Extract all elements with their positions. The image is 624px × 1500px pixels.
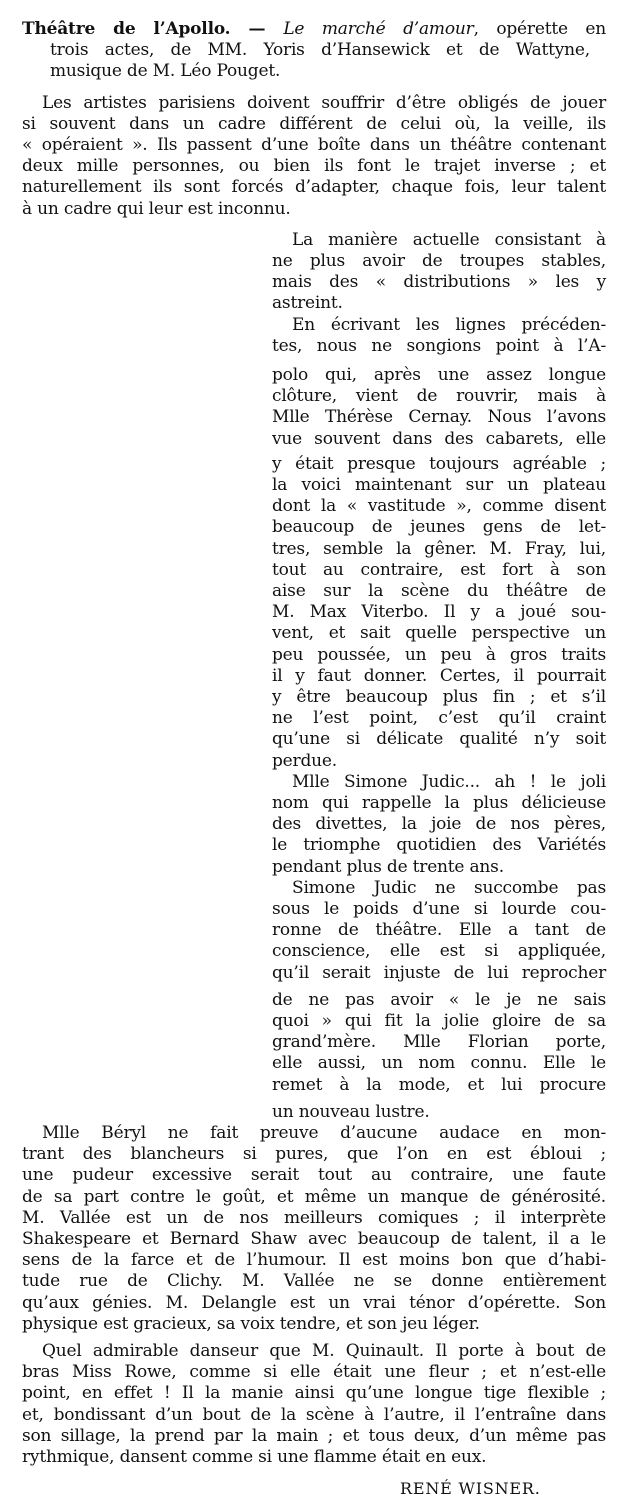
column-line: beaucoup de jeunes gens de let- <box>272 517 606 538</box>
paragraph-line: naturellement ils sont forcés d’adapter, chaque fois, leur talent <box>22 177 606 198</box>
column-line: Mlle Simone Judic... ah ! le joli <box>292 771 606 792</box>
column-line: vue souvent dans des cabarets, elle <box>272 428 606 449</box>
column-line: tres, semble la gêner. M. Fray, lui, <box>272 538 606 559</box>
column-line: perdue. <box>272 750 337 771</box>
paragraph-line: tude rue de Clichy. M. Vallée ne se donne entièrement <box>22 1271 606 1292</box>
column-line: Simone Judic ne succombe pas <box>292 877 606 898</box>
paragraph-line: deux mille personnes, ou bien ils font le trajet inverse ; et <box>22 156 606 177</box>
paragraph-line: et, bondissant d’un bout de la scène à l’autre, il l’entraîne dans <box>22 1404 606 1425</box>
paragraph-line: Quel admirable danseur que M. Quinault. Il porte à bout de <box>42 1341 606 1361</box>
paragraph-line: M. Vallée est un de nos meilleurs comiques ; il interprète <box>22 1207 606 1228</box>
column-line: polo qui, après une assez longue <box>272 365 606 385</box>
paragraph-line: qu’aux génies. M. Delangle est un vrai ténor d’opérette. Son <box>22 1292 606 1313</box>
paragraph-line: point, en effet ! Il la manie ainsi qu’une longue tige flexible ; <box>22 1383 606 1404</box>
column-line: sous le poids d’une si lourde cou- <box>272 899 606 919</box>
paragraph-line: Shakespeare et Bernard Shaw avec beaucoup de talent, il a le <box>22 1229 606 1249</box>
column-line: quoi » qui fit la jolie gloire de sa <box>272 1011 606 1031</box>
column-line: tout au contraire, est fort à son <box>272 559 606 580</box>
article-heading-line-1 <box>22 18 606 40</box>
column-line: conscience, elle est si appliquée, <box>272 941 606 962</box>
column-line: tes, nous ne songions point à l’A- <box>272 335 606 356</box>
column-line: le triomphe quotidien des Variétés <box>272 835 606 856</box>
column-line: la voici maintenant sur un plateau <box>272 475 606 495</box>
column-line: peu poussée, un peu à gros traits <box>272 644 606 665</box>
column-line: dont la « vastitude », comme disent <box>272 496 606 517</box>
column-line: y était presque toujours agréable ; <box>272 453 606 474</box>
column-line: il y faut donner. Certes, il pourrait <box>272 665 606 686</box>
venue-name: Théâtre de l’Apollo. — <box>22 19 284 39</box>
paragraph-line: si souvent dans un cadre différent de celui où, la veille, ils <box>22 113 606 134</box>
paragraph-line: à un cadre qui leur est inconnu. <box>22 198 291 219</box>
paragraph-line: une pudeur excessive serait tout au contraire, une faute <box>22 1165 606 1186</box>
column-line: remet à la mode, et lui procure <box>272 1074 606 1095</box>
paragraph-line: son sillage, la prend par la main ; et tous deux, d’un même pas <box>22 1425 606 1446</box>
article-heading-line-3: musique de M. Léo Pouget. <box>50 61 281 82</box>
column-line: un nouveau lustre. <box>272 1101 430 1122</box>
paragraph-line: sens de la farce et de l’humour. Il est moins bon que d’habi- <box>22 1250 606 1271</box>
column-line: ne l’est point, c’est qu’il craint <box>272 708 606 729</box>
paragraph-line: rythmique, dansent comme si une flamme était en eux. <box>22 1447 487 1467</box>
column-line: clôture, vient de rouvrir, mais à <box>272 386 606 407</box>
column-line: Mlle Thérèse Cernay. Nous l’avons <box>272 407 606 428</box>
column-line: La manière actuelle consistant à <box>292 229 606 250</box>
column-line: elle aussi, un nom connu. Elle le <box>272 1053 606 1074</box>
column-line: ronne de théâtre. Elle a tant de <box>272 920 606 941</box>
column-line: pendant plus de trente ans. <box>272 856 504 877</box>
column-line: des divettes, la joie de nos pères, <box>272 814 606 835</box>
author-signature: RENÉ WISNER. <box>400 1479 541 1499</box>
paragraph-line: trant des blancheurs si pures, que l’on en est ébloui ; <box>22 1144 606 1165</box>
paragraph-line: physique est gracieux, sa voix tendre, et son jeu léger. <box>22 1313 480 1334</box>
column-line: nom qui rappelle la plus délicieuse <box>272 793 606 813</box>
column-line: de ne pas avoir « le je ne sais <box>272 989 606 1010</box>
column-line: M. Max Viterbo. Il y a joué sou- <box>272 602 606 623</box>
column-line: En écrivant les lignes précéden- <box>292 314 606 335</box>
column-line: astreint. <box>272 293 343 314</box>
column-line: qu’une si délicate qualité n’y soit <box>272 729 606 750</box>
article-heading-line-2: trois actes, de MM. Yoris d’Hansewick et de Wattyne, <box>50 40 590 61</box>
column-line: vent, et sait quelle perspective un <box>272 623 606 644</box>
column-line: mais des « distributions » les y <box>272 272 606 293</box>
paragraph-line: « opéraient ». Ils passent d’une boîte dans un théâtre contenant <box>22 135 606 155</box>
column-line: ne plus avoir de troupes stables, <box>272 251 606 271</box>
play-title: Le marché d’amour <box>283 19 474 39</box>
paragraph-line: bras Miss Rowe, comme si elle était une fleur ; et n’est-elle <box>22 1362 606 1383</box>
paragraph-line: Les artistes parisiens doivent souffrir d’être obligés de jouer <box>42 92 606 113</box>
column-line: qu’il serait injuste de lui reprocher <box>272 962 606 983</box>
paragraph-line: de sa part contre le goût, et même un manque de générosité. <box>22 1186 606 1207</box>
column-line: y être beaucoup plus fin ; et s’il <box>272 687 606 707</box>
column-line: aise sur la scène du théâtre de <box>272 581 606 601</box>
paragraph-line: Mlle Béryl ne fait preuve d’aucune audace en mon- <box>42 1123 606 1143</box>
play-subtitle: , opérette en <box>473 19 606 39</box>
column-line: grand’mère. Mlle Florian porte, <box>272 1032 606 1053</box>
